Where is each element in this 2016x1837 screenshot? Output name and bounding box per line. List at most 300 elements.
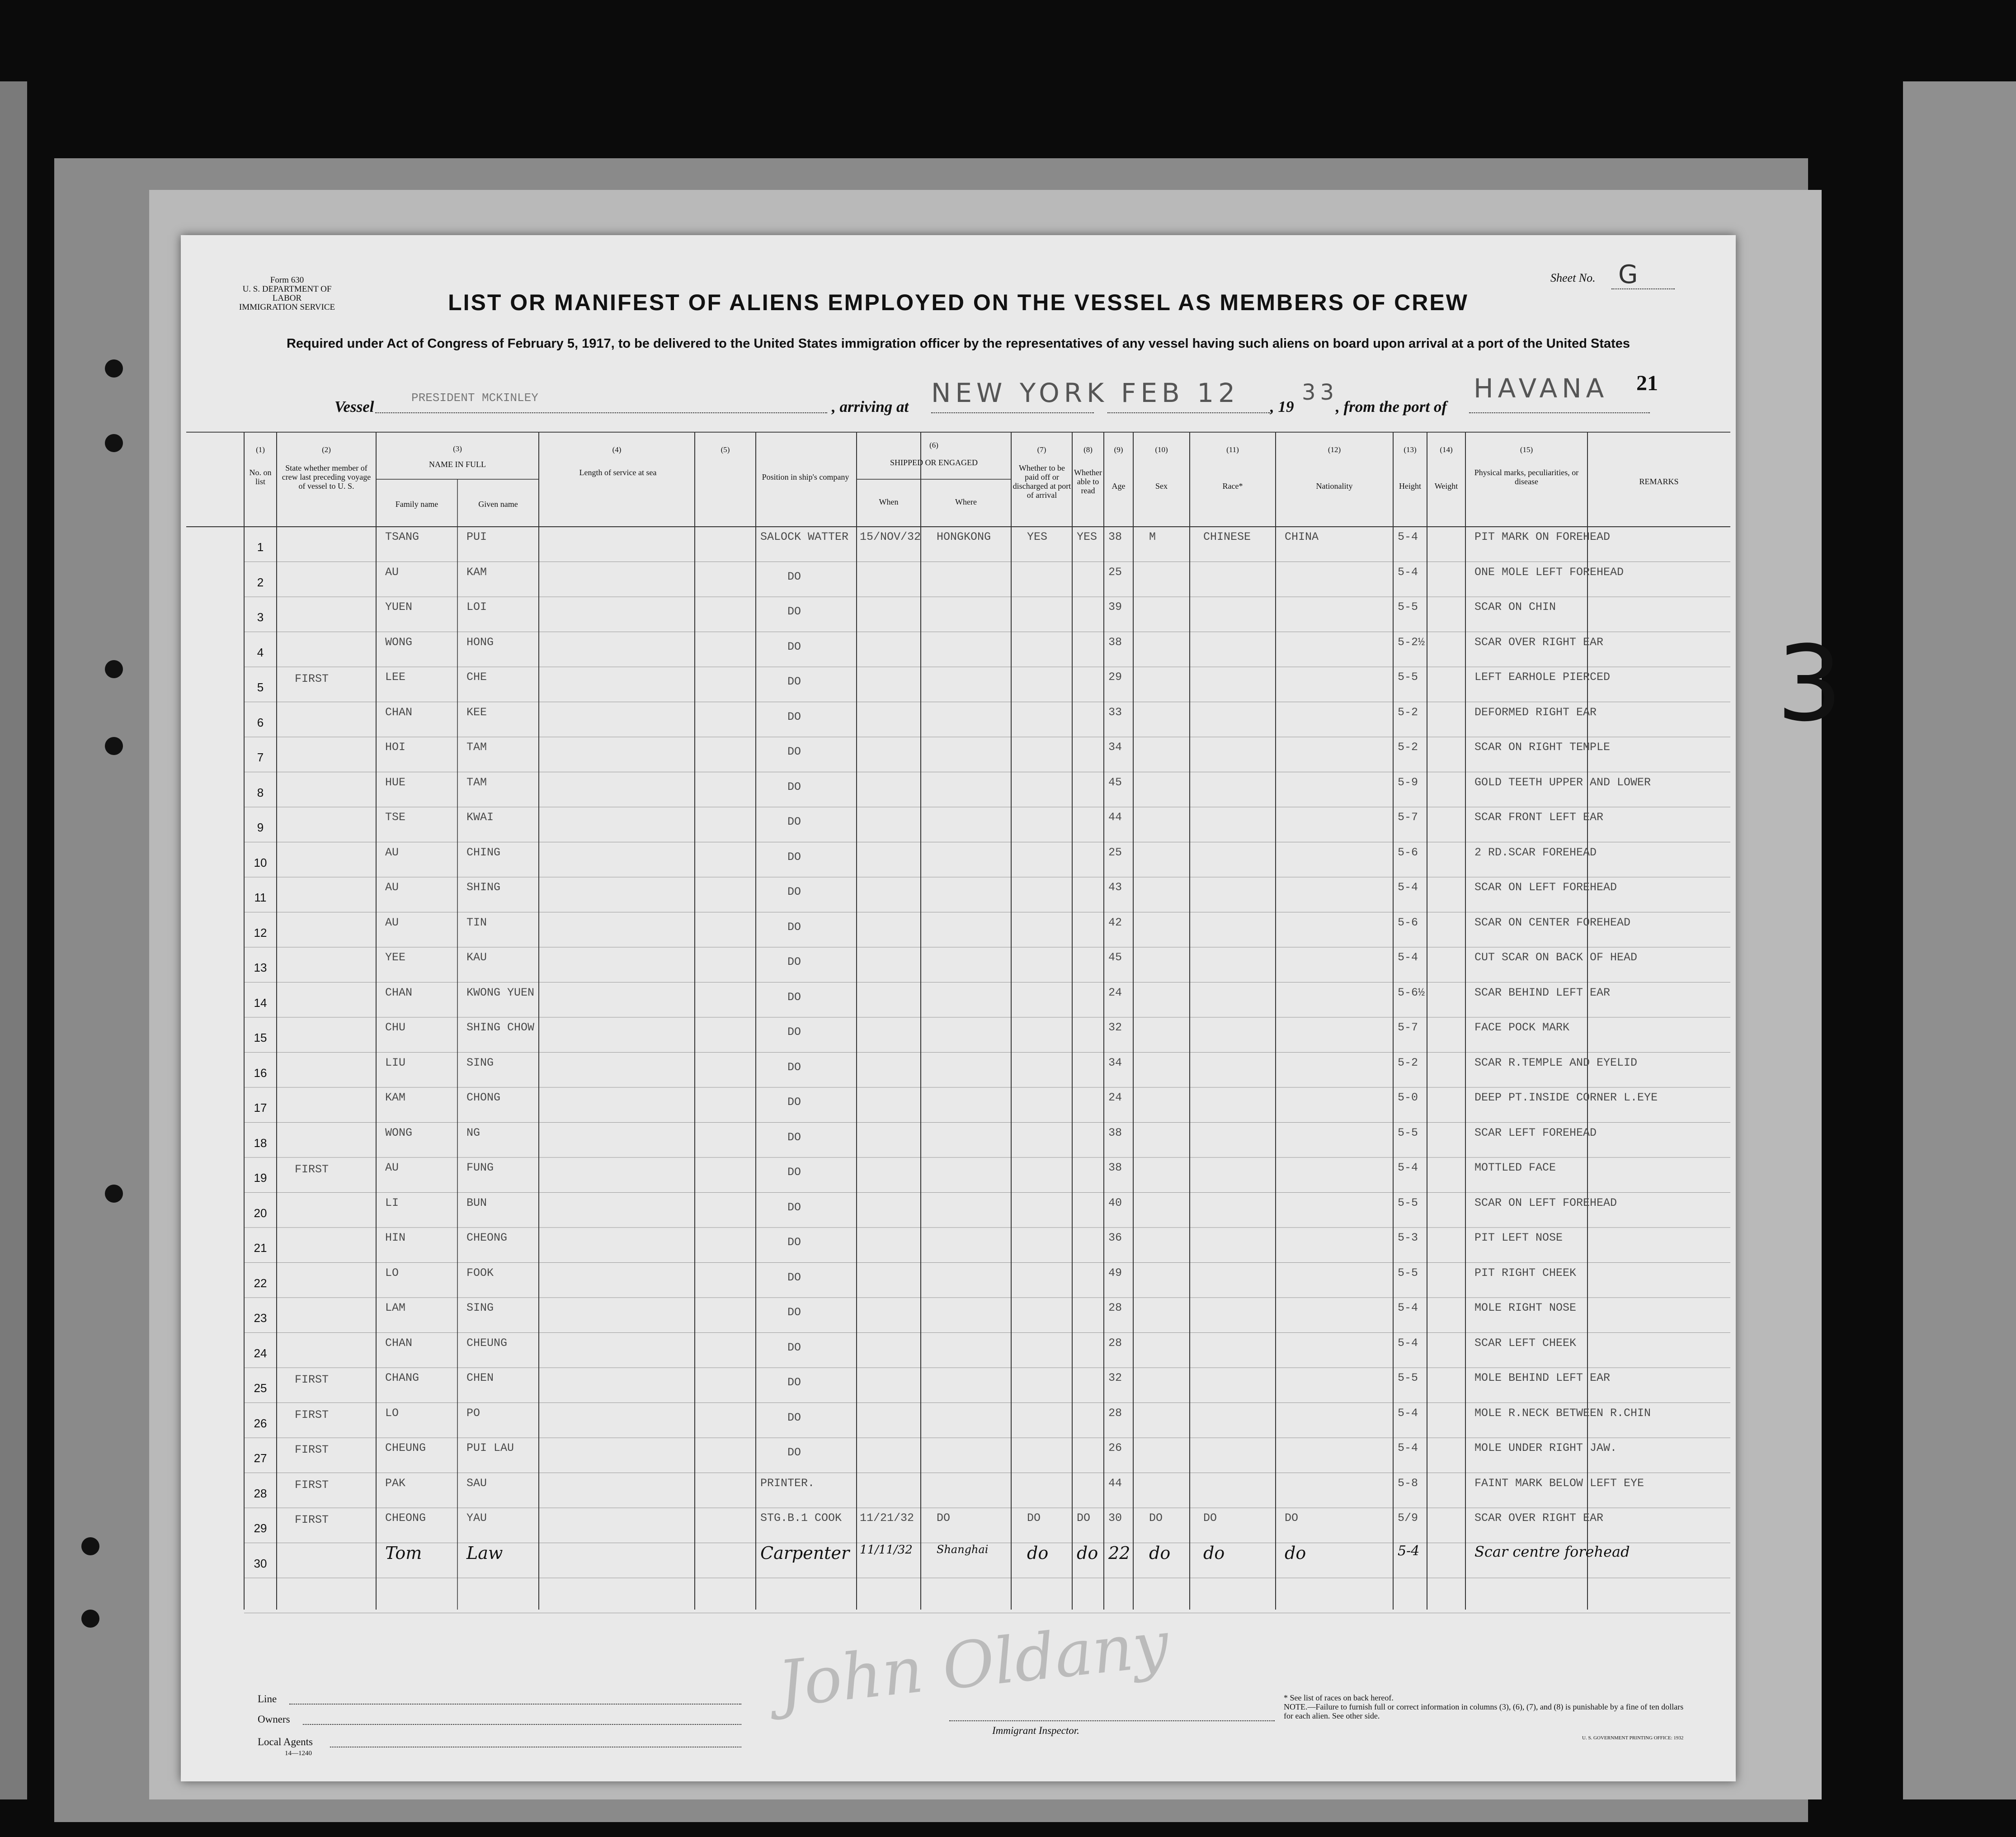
height: 5-4	[1398, 1441, 1418, 1454]
height: 5-5	[1398, 1266, 1418, 1280]
position: DO	[787, 605, 801, 618]
physical-marks: SCAR OVER RIGHT EAR	[1474, 1511, 1604, 1525]
sex: do	[1149, 1543, 1171, 1563]
form-dept: U. S. DEPARTMENT OF LABOR	[242, 284, 332, 303]
row-number: 4	[257, 645, 264, 659]
physical-marks: LEFT EARHOLE PIERCED	[1474, 671, 1611, 684]
given-name: FUNG	[466, 1161, 494, 1174]
col-15-header: Physical marks, peculiarities, or disease	[1474, 468, 1579, 486]
from-port: HAVANA	[1474, 373, 1609, 404]
shipped-where: DO	[937, 1511, 951, 1525]
age: 34	[1108, 741, 1122, 754]
row-number: 2	[257, 575, 264, 589]
physical-marks: ONE MOLE LEFT FOREHEAD	[1474, 565, 1624, 579]
family-name: LIU	[385, 1056, 406, 1069]
height: 5-2	[1398, 705, 1418, 719]
arriving-place: NEW YORK	[931, 378, 1109, 408]
age: 32	[1108, 1021, 1122, 1034]
height: 5-3	[1398, 1231, 1418, 1244]
form-service: IMMIGRATION SERVICE	[239, 302, 335, 312]
age: 28	[1108, 1336, 1122, 1350]
col-6-number: (6)	[929, 441, 938, 449]
position: DO	[787, 1130, 801, 1144]
row-number: 12	[254, 926, 267, 940]
family-name: YUEN	[385, 600, 413, 614]
physical-marks: GOLD TEETH UPPER AND LOWER	[1474, 775, 1651, 789]
family-name: Tom	[385, 1543, 422, 1563]
age: 45	[1108, 951, 1122, 964]
physical-marks: MOTTLED FACE	[1474, 1161, 1556, 1174]
physical-marks: FACE POCK MARK	[1474, 1021, 1570, 1034]
given-name: CHEN	[466, 1371, 494, 1384]
col-9-number: (9)	[1114, 445, 1123, 454]
sheet-number-label: Sheet No.	[1550, 271, 1596, 284]
crew-last-voyage: FIRST	[295, 1408, 329, 1421]
height: 5-5	[1398, 1126, 1418, 1139]
position: DO	[787, 1376, 801, 1389]
col-6a-header: When	[879, 497, 899, 506]
vessel-label: Vessel	[334, 398, 374, 416]
col-7-number: (7)	[1037, 445, 1046, 454]
row-number: 22	[254, 1276, 267, 1290]
row-number: 16	[254, 1066, 267, 1080]
given-name: KWAI	[466, 811, 494, 824]
binder-hole	[105, 1185, 123, 1203]
crew-last-voyage: FIRST	[295, 1478, 329, 1492]
position: DO	[787, 745, 801, 758]
inspector-label: Immigrant Inspector.	[992, 1725, 1079, 1736]
age: 38	[1108, 1126, 1122, 1139]
given-name: KAM	[466, 565, 487, 579]
family-name: HOI	[385, 741, 406, 754]
sex: M	[1149, 530, 1156, 543]
shipped-where: Shanghai	[937, 1543, 989, 1556]
height: 5-0	[1398, 1091, 1418, 1104]
height: 5-2	[1398, 1056, 1418, 1069]
col-13-number: (13)	[1404, 445, 1417, 454]
position: DO	[787, 710, 801, 723]
sheet-number-value: G	[1618, 260, 1638, 289]
from-port-label: , from the port of	[1336, 398, 1447, 416]
arrival-year: 33	[1302, 380, 1339, 405]
position: DO	[787, 1270, 801, 1284]
physical-marks: SCAR FRONT LEFT EAR	[1474, 811, 1604, 824]
physical-marks: SCAR ON LEFT FOREHEAD	[1474, 1196, 1617, 1209]
given-name: TIN	[466, 916, 487, 929]
height: 5-4	[1398, 530, 1418, 543]
age: 44	[1108, 1476, 1122, 1490]
family-name: KAM	[385, 1091, 406, 1104]
col-4-header: Length of service at sea	[579, 468, 657, 477]
vessel-line	[375, 412, 827, 413]
physical-marks: MOLE BEHIND LEFT EAR	[1474, 1371, 1611, 1384]
given-name: KAU	[466, 951, 487, 964]
family-name: AU	[385, 565, 399, 579]
age: 39	[1108, 600, 1122, 614]
family-name: YEE	[385, 951, 406, 964]
height: 5-7	[1398, 811, 1418, 824]
physical-marks: SCAR OVER RIGHT EAR	[1474, 635, 1604, 649]
row-number: 5	[257, 680, 264, 694]
family-name: LO	[385, 1406, 399, 1420]
able-to-read: DO	[1077, 1511, 1091, 1525]
col-6-header: SHIPPED OR ENGAGED	[890, 458, 978, 467]
row-number: 7	[257, 751, 264, 764]
position: SALOCK WATTER	[760, 530, 849, 543]
given-name: KWONG YUEN	[466, 986, 535, 999]
shipped-when: 15/NOV/32	[860, 530, 921, 543]
row-number: 25	[254, 1381, 267, 1395]
age: 24	[1108, 986, 1122, 999]
age: 28	[1108, 1301, 1122, 1314]
age: 45	[1108, 775, 1122, 789]
given-name: CHEUNG	[466, 1336, 508, 1350]
col-8-header: Whether able to read	[1074, 468, 1102, 495]
row-number: 23	[254, 1311, 267, 1325]
paid-off: YES	[1027, 530, 1048, 543]
family-name: CHU	[385, 1021, 406, 1034]
given-name: SHING CHOW	[466, 1021, 535, 1034]
paid-off: DO	[1027, 1511, 1041, 1525]
age: 26	[1108, 1441, 1122, 1454]
col-2-header: State whether member of crew last preceding voyage of vessel to U. S.	[282, 463, 371, 491]
footer-owners-rule	[303, 1724, 741, 1725]
position: DO	[787, 1200, 801, 1214]
age: 38	[1108, 1161, 1122, 1174]
family-name: LEE	[385, 671, 406, 684]
arriving-label: , arriving at	[832, 398, 909, 416]
given-name: FOOK	[466, 1266, 494, 1280]
row-number: 9	[257, 821, 264, 834]
family-name: HIN	[385, 1231, 406, 1244]
col-7-header: Whether to be paid off or discharged at port of arrival	[1013, 463, 1071, 500]
physical-marks: CUT SCAR ON BACK OF HEAD	[1474, 951, 1638, 964]
footer-line-rule	[289, 1704, 741, 1705]
shipped-where: HONGKONG	[937, 530, 991, 543]
footnote-races: * See list of races on back hereof.	[1284, 1693, 1394, 1702]
binder-hole	[105, 434, 123, 452]
family-name: LO	[385, 1266, 399, 1280]
age: 44	[1108, 811, 1122, 824]
age: 25	[1108, 565, 1122, 579]
height: 5-5	[1398, 600, 1418, 614]
race: CHINESE	[1203, 530, 1251, 543]
col-11-header: Race*	[1222, 482, 1243, 491]
row-number: 26	[254, 1416, 267, 1430]
height: 5-9	[1398, 775, 1418, 789]
page-number: 21	[1636, 371, 1658, 395]
position: DO	[787, 990, 801, 1004]
col-10-header: Sex	[1155, 482, 1168, 491]
col-3-number: (3)	[453, 444, 462, 453]
shipped-when: 11/21/32	[860, 1511, 914, 1525]
row-number: 21	[254, 1241, 267, 1255]
physical-marks: SCAR ON CENTER FOREHEAD	[1474, 916, 1631, 929]
able-to-read: do	[1077, 1543, 1098, 1563]
year-label: , 19	[1270, 398, 1294, 416]
shipped-when: 11/11/32	[860, 1543, 913, 1557]
inspector-rule	[949, 1720, 1275, 1721]
row-number: 24	[254, 1346, 267, 1360]
physical-marks: PIT MARK ON FOREHEAD	[1474, 530, 1611, 543]
row-number: 14	[254, 996, 267, 1010]
paid-off: do	[1027, 1543, 1049, 1563]
nationality: CHINA	[1285, 530, 1319, 543]
col-12-header: Nationality	[1316, 482, 1353, 491]
col-9-header: Age	[1112, 482, 1126, 491]
age: 29	[1108, 671, 1122, 684]
height: 5-7	[1398, 1021, 1418, 1034]
row-number: 29	[254, 1521, 267, 1535]
given-name: TAM	[466, 775, 487, 789]
race: DO	[1203, 1511, 1217, 1525]
manifest-sheet	[181, 235, 1736, 1781]
form-line: Form 630	[270, 275, 304, 285]
physical-marks: DEEP PT.INSIDE CORNER L.EYE	[1474, 1091, 1658, 1104]
col-8-number: (8)	[1083, 445, 1093, 454]
col-1-header: No. on list	[249, 468, 272, 486]
col-3-header: NAME IN FULL	[429, 460, 486, 469]
given-name: PO	[466, 1406, 480, 1420]
row-number: 15	[254, 1031, 267, 1044]
height: 5-6	[1398, 916, 1418, 929]
age: 32	[1108, 1371, 1122, 1384]
position: DO	[787, 1025, 801, 1039]
given-name: CHEONG	[466, 1231, 508, 1244]
position: DO	[787, 1306, 801, 1319]
position: DO	[787, 675, 801, 688]
col-2-number: (2)	[322, 445, 331, 454]
col-14-number: (14)	[1440, 445, 1453, 454]
from-port-line	[1469, 412, 1650, 413]
position: DO	[787, 1060, 801, 1074]
given-name: KEE	[466, 705, 487, 719]
position: DO	[787, 1236, 801, 1249]
height: 5-2½	[1398, 635, 1425, 649]
age: 25	[1108, 845, 1122, 859]
age: 22	[1108, 1543, 1130, 1563]
col-13-header: Height	[1399, 482, 1421, 491]
family-name: AU	[385, 845, 399, 859]
document-subtitle: Required under Act of Congress of February 5, 1917, to be delivered to the United States immigration officer by the representatives of any vessel having such aliens on board upon arrival at a port of the United States	[286, 336, 1630, 351]
row-number: 3	[257, 610, 264, 624]
physical-marks: PIT LEFT NOSE	[1474, 1231, 1563, 1244]
row-number: 30	[254, 1556, 267, 1570]
right-background-sheet	[1903, 81, 2016, 1799]
height: 5-8	[1398, 1476, 1418, 1490]
col-5-number: (5)	[721, 445, 730, 454]
footer-agents-label: Local Agents	[258, 1736, 313, 1747]
position: DO	[787, 885, 801, 898]
given-name: PUI	[466, 530, 487, 543]
position: DO	[787, 1341, 801, 1354]
age: 49	[1108, 1266, 1122, 1280]
date-line	[1107, 412, 1270, 413]
given-name: SHING	[466, 881, 501, 894]
family-name: LAM	[385, 1301, 406, 1314]
given-name: SAU	[466, 1476, 487, 1490]
given-name: PUI LAU	[466, 1441, 514, 1454]
document-title: LIST OR MANIFEST OF ALIENS EMPLOYED ON THE VESSEL AS MEMBERS OF CREW	[448, 290, 1469, 315]
crew-last-voyage: FIRST	[295, 1443, 329, 1456]
col-3b-header: Given name	[478, 500, 518, 509]
height: 5-4	[1398, 1543, 1420, 1559]
margin-number: 3	[1776, 624, 1843, 745]
height: 5-5	[1398, 671, 1418, 684]
binder-hole	[105, 359, 123, 378]
vessel-name: PRESIDENT MCKINLEY	[411, 391, 538, 405]
col-5-header: Position in ship's company	[762, 472, 849, 482]
height: 5-4	[1398, 1406, 1418, 1420]
height: 5-5	[1398, 1196, 1418, 1209]
position: DO	[787, 570, 801, 583]
row-number: 20	[254, 1206, 267, 1220]
physical-marks: SCAR LEFT CHEEK	[1474, 1336, 1577, 1350]
family-name: CHAN	[385, 986, 413, 999]
given-name: CHONG	[466, 1091, 501, 1104]
physical-marks: MOLE UNDER RIGHT JAW.	[1474, 1441, 1617, 1454]
height: 5-4	[1398, 951, 1418, 964]
arrival-date: FEB 12	[1121, 378, 1240, 408]
age: 34	[1108, 1056, 1122, 1069]
physical-marks: SCAR ON CHIN	[1474, 600, 1556, 614]
physical-marks: SCAR ON LEFT FOREHEAD	[1474, 881, 1617, 894]
family-name: HUE	[385, 775, 406, 789]
col-15-number: (15)	[1520, 445, 1533, 454]
given-name: YAU	[466, 1511, 487, 1525]
height: 5-6½	[1398, 986, 1425, 999]
age: 43	[1108, 881, 1122, 894]
nationality: do	[1285, 1543, 1306, 1563]
given-name: LOI	[466, 600, 487, 614]
height: 5-4	[1398, 1301, 1418, 1314]
height: 5-4	[1398, 881, 1418, 894]
position: PRINTER.	[760, 1476, 815, 1490]
footer-line-label: Line	[258, 1693, 277, 1705]
col-3a-header: Family name	[395, 500, 438, 509]
family-name: CHAN	[385, 705, 413, 719]
given-name: CHE	[466, 671, 487, 684]
family-name: CHAN	[385, 1336, 413, 1350]
given-name: HONG	[466, 635, 494, 649]
age: 40	[1108, 1196, 1122, 1209]
arriving-line	[931, 412, 1094, 413]
printing-office: U. S. GOVERNMENT PRINTING OFFICE: 1932	[1582, 1735, 1684, 1741]
position: STG.B.1 COOK	[760, 1511, 842, 1525]
col-6b-header: Where	[955, 497, 977, 506]
position: DO	[787, 955, 801, 968]
position: DO	[787, 1166, 801, 1179]
row-number: 6	[257, 715, 264, 729]
col-11-number: (11)	[1226, 445, 1239, 454]
physical-marks: SCAR ON RIGHT TEMPLE	[1474, 741, 1611, 754]
position: DO	[787, 1096, 801, 1109]
given-name: TAM	[466, 741, 487, 754]
family-name: AU	[385, 1161, 399, 1174]
height: 5/9	[1398, 1511, 1418, 1525]
given-name: BUN	[466, 1196, 487, 1209]
crew-last-voyage: FIRST	[295, 1513, 329, 1526]
row-number: 19	[254, 1171, 267, 1185]
footer-agents-code: 14—1240	[285, 1750, 312, 1757]
given-name: SING	[466, 1301, 494, 1314]
family-name: AU	[385, 881, 399, 894]
row-number: 13	[254, 961, 267, 974]
given-name: NG	[466, 1126, 480, 1139]
physical-marks: 2 RD.SCAR FOREHEAD	[1474, 845, 1597, 859]
family-name: LI	[385, 1196, 399, 1209]
binder-hole	[105, 660, 123, 678]
col-1-number: (1)	[256, 445, 265, 454]
position: DO	[787, 850, 801, 864]
family-name: CHANG	[385, 1371, 419, 1384]
footnote	[1284, 1693, 1691, 1720]
family-name: WONG	[385, 1126, 413, 1139]
footer-owners-label: Owners	[258, 1714, 290, 1725]
position: DO	[787, 640, 801, 653]
row-number: 1	[257, 540, 264, 554]
row-number: 18	[254, 1136, 267, 1150]
family-name: AU	[385, 916, 399, 929]
height: 5-5	[1398, 1371, 1418, 1384]
height: 5-4	[1398, 565, 1418, 579]
physical-marks: Scar centre forehead	[1474, 1543, 1630, 1560]
col-4-number: (4)	[612, 445, 622, 454]
age: 42	[1108, 916, 1122, 929]
able-to-read: YES	[1077, 530, 1097, 543]
family-name: CHEONG	[385, 1511, 426, 1525]
physical-marks: SCAR BEHIND LEFT EAR	[1474, 986, 1611, 999]
position: DO	[787, 920, 801, 934]
given-name: CHING	[466, 845, 501, 859]
physical-marks: FAINT MARK BELOW LEFT EYE	[1474, 1476, 1644, 1490]
col-10-number: (10)	[1155, 445, 1168, 454]
col-12-number: (12)	[1328, 445, 1341, 454]
row-number: 28	[254, 1486, 267, 1500]
position: Carpenter	[760, 1543, 850, 1563]
physical-marks: PIT RIGHT CHEEK	[1474, 1266, 1577, 1280]
age: 24	[1108, 1091, 1122, 1104]
family-name: TSE	[385, 811, 406, 824]
given-name: SING	[466, 1056, 494, 1069]
physical-marks: SCAR R.TEMPLE AND EYELID	[1474, 1056, 1638, 1069]
crew-last-voyage: FIRST	[295, 1373, 329, 1386]
race: do	[1203, 1543, 1225, 1563]
physical-marks: DEFORMED RIGHT EAR	[1474, 705, 1597, 719]
age: 28	[1108, 1406, 1122, 1420]
given-name: Law	[466, 1543, 503, 1563]
binder-hole	[81, 1537, 99, 1555]
footnote-penalty: NOTE.—Failure to furnish full or correct information in columns (3), (6), (7), and (8) is punishable by a fine of ten dollars for each alien. See other side.	[1284, 1702, 1684, 1720]
crew-last-voyage: FIRST	[295, 1163, 329, 1176]
position: DO	[787, 1446, 801, 1459]
nationality: DO	[1285, 1511, 1299, 1525]
age: 36	[1108, 1231, 1122, 1244]
physical-marks: MOLE R.NECK BETWEEN R.CHIN	[1474, 1406, 1651, 1420]
age: 33	[1108, 705, 1122, 719]
physical-marks: SCAR LEFT FOREHEAD	[1474, 1126, 1597, 1139]
height: 5-4	[1398, 1161, 1418, 1174]
age: 30	[1108, 1511, 1122, 1525]
left-background-sheet	[0, 81, 27, 1799]
col-14-header: Weight	[1434, 482, 1458, 491]
row-number: 11	[254, 891, 267, 904]
position: DO	[787, 1411, 801, 1424]
height: 5-6	[1398, 845, 1418, 859]
sex: DO	[1149, 1511, 1163, 1525]
binder-hole	[81, 1610, 99, 1628]
family-name: TSANG	[385, 530, 419, 543]
